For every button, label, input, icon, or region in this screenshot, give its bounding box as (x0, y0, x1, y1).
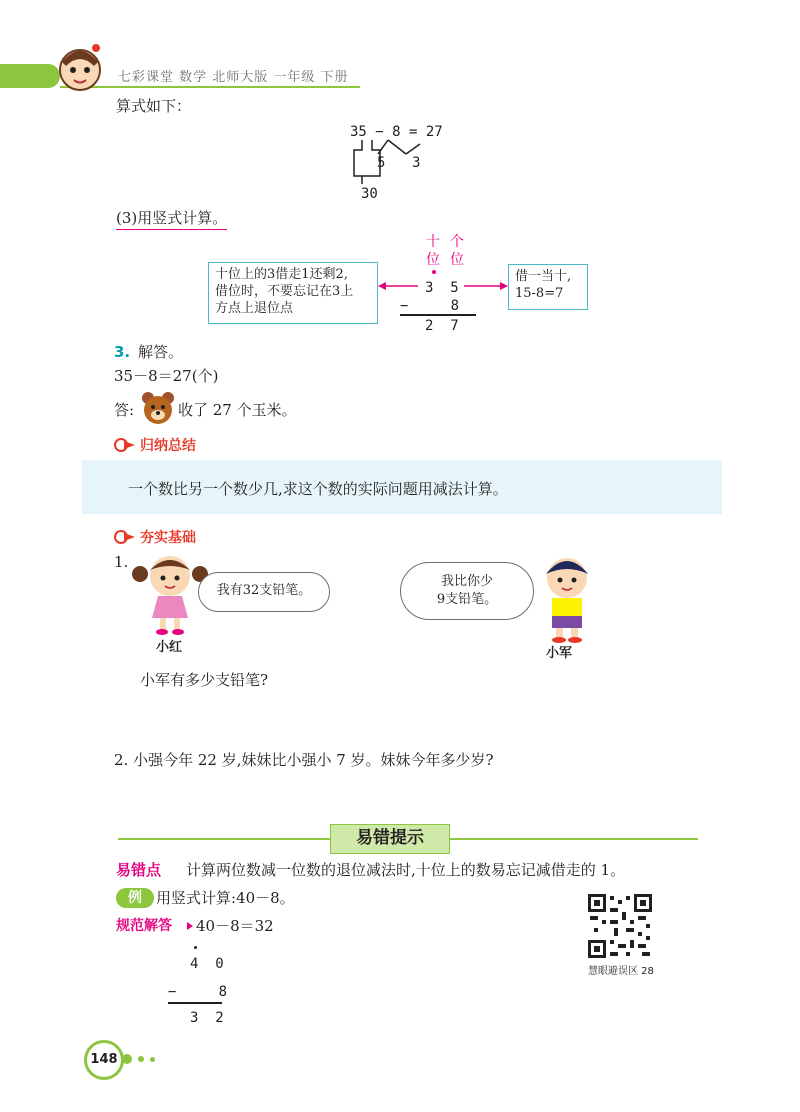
tips-point-label: 易错点 (116, 861, 162, 879)
answer-suffix: 收了 27 个玉米。 (178, 401, 297, 419)
page-dot (150, 1057, 155, 1062)
place-tens: 十 (426, 234, 440, 250)
header-title: 七彩课堂 数学 北师大版 一年级 下册 (118, 70, 349, 85)
formula-intro: 算式如下： (116, 97, 192, 115)
section-arrow-icon (114, 438, 136, 452)
q3-number: 3. (114, 343, 131, 361)
calc1-row3: 2 7 (425, 318, 459, 334)
calc1-row2: − 8 (400, 298, 460, 314)
answer-arrow-icon (187, 922, 193, 930)
section-arrow-icon (114, 530, 136, 544)
ex2-question: 2. 小强今年 22 岁,妹妹比小强小 7 岁。妹妹今年多少岁? (114, 751, 494, 769)
summary-title: 归纳总结 (140, 438, 196, 454)
bear-icon (140, 390, 176, 426)
q3-label: 解答。 (138, 343, 184, 361)
tree-lines (340, 136, 440, 206)
mascot-icon (50, 40, 110, 96)
place-wei-2: 位 (450, 252, 464, 268)
boy-illustration (532, 552, 602, 644)
borrow-dot (432, 270, 436, 274)
summary-text: 一个数比另一个数少几,求这个数的实际问题用减法计算。 (128, 480, 508, 498)
equation: 35－8＝27(个) (114, 367, 219, 385)
example-tag: 例 (116, 888, 154, 908)
answer-equation: 40－8＝32 (196, 917, 274, 935)
place-wei-1: 位 (426, 252, 440, 268)
boy-speech-bubble: 我比你少 9支铅笔。 (400, 562, 534, 620)
tree-right-part: 3 (412, 155, 421, 171)
tree-bottom: 30 (361, 186, 378, 202)
basics-title: 夯实基础 (140, 530, 196, 546)
calc2-row2: − 8 (168, 984, 228, 1000)
qr-caption: 慧眼避误区 28 (588, 966, 654, 977)
page-dot (122, 1054, 132, 1064)
calc2-line (168, 1002, 222, 1004)
tree-expression: 35 − 8 = 27 (350, 124, 443, 140)
ex1-number: 1. (114, 553, 129, 571)
step3-label: (3)用竖式计算。 (116, 208, 227, 230)
ex1-question: 小军有多少支铅笔? (140, 671, 269, 689)
note-right: 借一当十, 15-8=7 (508, 264, 588, 310)
answer-prefix: 答: (114, 401, 135, 419)
tips-point-text: 计算两位数减一位数的退位减法时,十位上的数易忘记减借走的 1。 (186, 861, 626, 879)
page-dot (138, 1056, 144, 1062)
example-text: 用竖式计算:40－8。 (156, 889, 295, 907)
tree-left-part: 5 (377, 155, 386, 171)
qr-code-icon[interactable] (586, 892, 654, 960)
note-left: 十位上的3借走1还剩2, 借位时，不要忘记在3上 方点上退位点 (208, 262, 378, 324)
girl-name: 小红 (156, 640, 183, 655)
page-number: 148 (84, 1040, 124, 1080)
answer-label: 规范解答 (116, 918, 172, 934)
calc2-row3: 3 2 (190, 1010, 224, 1026)
arrows (378, 278, 508, 294)
tips-title: 易错提示 (330, 824, 450, 854)
borrow-dot (194, 946, 197, 949)
place-ones: 个 (450, 234, 464, 250)
boy-name: 小军 (546, 646, 573, 661)
calc1-row1: 3 5 (425, 280, 459, 296)
girl-speech-bubble: 我有32支铅笔。 (198, 572, 330, 612)
calc2-row1: 4 0 (190, 956, 224, 972)
